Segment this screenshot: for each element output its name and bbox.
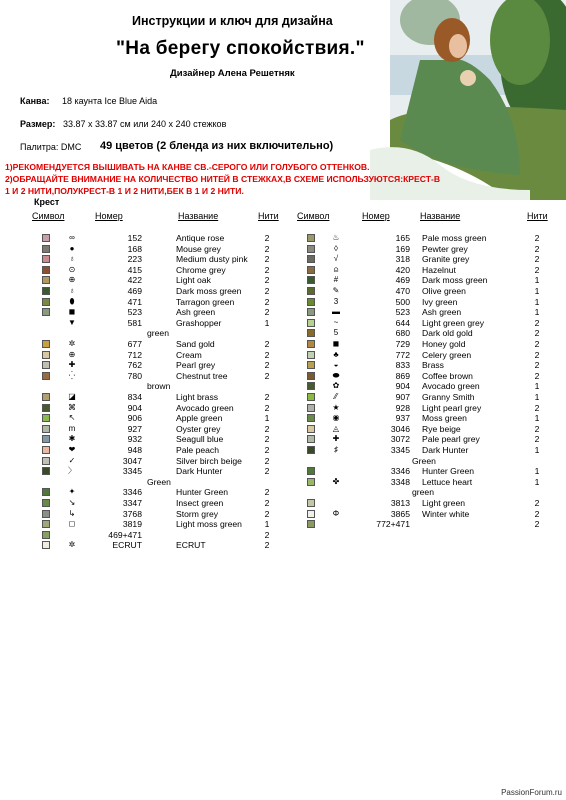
color-name: Granite grey — [422, 254, 470, 265]
dmc-number: 469 — [395, 275, 410, 286]
stitch-symbol: ↖ — [68, 413, 76, 423]
color-name: Insect green — [176, 498, 224, 508]
thread-count: 2 — [534, 254, 540, 265]
dmc-number: 223 — [127, 254, 142, 265]
color-name: Dark Hunter — [176, 466, 223, 477]
color-name: Honey gold — [422, 339, 466, 349]
color-name: Tarragon green — [176, 296, 235, 307]
dmc-number: 581 — [127, 317, 142, 328]
color-name: Coffee brown — [422, 370, 473, 381]
canvas-info — [20, 96, 158, 106]
thread-count: 2 — [264, 264, 270, 275]
col-number-left: Номер — [95, 211, 123, 221]
color-name: Light oak — [176, 275, 211, 286]
stitch-symbol: ♨ — [332, 233, 340, 242]
stitch-symbol: ◬ — [332, 423, 340, 433]
color-swatch — [307, 393, 315, 401]
stitch-symbol: ✿ — [332, 381, 340, 391]
dmc-number: 772 — [395, 349, 410, 360]
thread-count: 2 — [534, 243, 540, 254]
dmc-number: 906 — [127, 413, 142, 424]
thread-count: 2 — [264, 339, 270, 349]
color-swatch — [307, 276, 315, 284]
stitch-symbol: ✚ — [332, 434, 340, 444]
color-name: Dark Hunter — [422, 445, 469, 455]
stitch-symbol: ⁄⁄ — [334, 392, 338, 401]
dmc-number: 3813 — [390, 498, 410, 508]
stitch-symbol: ↘ — [68, 498, 76, 507]
thread-count: 2 — [534, 360, 540, 371]
stitch-symbol: √ — [333, 254, 339, 264]
color-name: Chestnut tree — [176, 370, 228, 381]
key-row — [0, 509, 566, 519]
key-row — [0, 445, 566, 455]
key-row — [0, 519, 566, 529]
color-swatch — [307, 245, 315, 253]
stitch-symbol: ▬ — [332, 307, 340, 317]
stitch-symbol: ▼ — [68, 317, 76, 327]
color-name: Pale moss green — [422, 233, 487, 243]
stitch-symbol: ⊕ — [68, 349, 76, 359]
color-name: Rye beige — [422, 423, 461, 434]
color-swatch — [307, 520, 315, 528]
size-label: Размер: — [20, 119, 56, 129]
stitch-symbol: ✓ — [68, 455, 76, 465]
thread-count: 2 — [534, 519, 540, 530]
stitch-symbol: 3 — [333, 296, 339, 306]
color-name-continued: green — [147, 328, 169, 339]
thread-count: 2 — [264, 455, 270, 466]
color-swatch — [307, 266, 315, 274]
thread-count: 2 — [264, 370, 270, 381]
stitch-symbol: ◼ — [332, 339, 340, 348]
color-name: Hazelnut — [422, 264, 456, 275]
stitch-symbol: ♁ — [69, 286, 75, 295]
thread-count: 2 — [264, 508, 270, 519]
color-name-continued: Green — [412, 455, 436, 466]
col-name-left: Название — [178, 211, 219, 221]
thread-count: 2 — [264, 243, 270, 254]
stitch-symbol: ∞ — [69, 233, 75, 242]
color-name: Oyster grey — [176, 423, 221, 434]
color-swatch — [42, 541, 50, 549]
color-name: Silver birch beige — [176, 455, 242, 466]
dmc-number: 762 — [127, 360, 142, 371]
color-name: Storm grey — [176, 508, 219, 519]
thread-count: 2 — [264, 275, 270, 286]
stitch-symbol: ✲ — [68, 339, 76, 348]
stitch-symbol: ◉ — [332, 413, 340, 423]
thread-count: 2 — [264, 434, 270, 445]
thread-count: 1 — [534, 381, 540, 392]
color-swatch — [307, 234, 315, 242]
dmc-number: 928 — [395, 402, 410, 413]
thread-count: 2 — [264, 349, 270, 360]
dmc-number: 165 — [395, 233, 410, 243]
dmc-number: 3046 — [390, 423, 410, 434]
color-name: Dark moss green — [422, 275, 488, 286]
key-row — [0, 403, 566, 413]
key-row — [0, 413, 566, 423]
key-row — [0, 254, 566, 264]
thread-count: 1 — [534, 445, 540, 455]
thread-count: 2 — [534, 264, 540, 275]
dmc-number: 415 — [127, 264, 142, 275]
thread-count: 2 — [534, 423, 540, 434]
stitch-symbol: ★ — [332, 402, 340, 412]
color-swatch — [307, 404, 315, 412]
thread-count: 2 — [534, 328, 540, 339]
dmc-number: 471 — [127, 296, 142, 307]
key-row — [0, 466, 566, 476]
thread-count: 2 — [264, 254, 270, 265]
color-swatch — [42, 531, 50, 539]
key-row — [0, 381, 566, 391]
color-swatch — [307, 499, 315, 507]
dmc-number: 3768 — [122, 508, 142, 519]
dmc-number: 3347 — [122, 498, 142, 508]
stitch-symbol: ◼ — [68, 307, 76, 317]
dmc-number: 3819 — [122, 519, 142, 530]
warning-1: 1)РЕКОМЕНДУЕТСЯ ВЫШИВАТЬ НА КАНВЕ СВ.-СЕРОГО ИЛИ ГОЛУБОГО ОТТЕНКОВ. — [5, 162, 370, 172]
thread-count: 2 — [534, 339, 540, 349]
dmc-number: 500 — [395, 296, 410, 307]
key-row — [0, 498, 566, 508]
thread-count: 2 — [534, 317, 540, 328]
dmc-number: 907 — [395, 392, 410, 402]
stitch-symbol: m — [68, 423, 76, 433]
thread-count: 2 — [264, 498, 270, 508]
color-name: Pale pearl grey — [422, 434, 480, 445]
stitch-symbol: # — [333, 275, 339, 285]
thread-count: 2 — [534, 434, 540, 445]
dmc-number: 523 — [395, 307, 410, 318]
stitch-symbol: ● — [69, 243, 75, 253]
col-symbol-left: Символ — [32, 211, 65, 221]
dmc-number: 680 — [395, 328, 410, 339]
color-swatch — [307, 298, 315, 306]
color-name: Grashopper — [176, 317, 222, 328]
color-name: Light green grey — [422, 317, 485, 328]
color-name: Granny Smith — [422, 392, 475, 402]
color-swatch — [307, 425, 315, 433]
thread-count: 2 — [264, 286, 270, 296]
thread-count: 1 — [534, 466, 540, 477]
canvas-value: 18 каунта Ice Blue Aida — [62, 96, 158, 106]
color-name: ECRUT — [176, 540, 206, 551]
dmc-number: 772+471 — [376, 519, 410, 530]
dmc-number: 869 — [395, 370, 410, 381]
dmc-number: 3346 — [390, 466, 410, 477]
stitch-symbol: ⬬ — [332, 370, 340, 380]
watermark: PassionForum.ru — [501, 788, 562, 797]
color-name: Light moss green — [176, 519, 242, 530]
size-info — [20, 119, 227, 129]
stitch-symbol: ◒ — [333, 360, 339, 370]
color-name: Antique rose — [176, 233, 225, 243]
color-swatch — [307, 478, 315, 486]
dmc-number: 834 — [127, 392, 142, 402]
color-name: Mouse grey — [176, 243, 221, 254]
key-row — [0, 339, 566, 349]
dmc-number: 927 — [127, 423, 142, 434]
stitch-symbol: ◻ — [68, 519, 76, 529]
color-swatch — [307, 308, 315, 316]
key-row — [0, 286, 566, 296]
colors-count: 49 цветов (2 бленда из них включительно) — [100, 140, 334, 152]
key-row — [0, 318, 566, 328]
thread-count: 2 — [264, 487, 270, 498]
dmc-number: 3348 — [390, 476, 410, 487]
stitch-symbol: ⬮ — [69, 296, 75, 306]
stitch-symbol: 5 — [333, 328, 339, 338]
stitch-symbol: ⁛ — [68, 370, 76, 380]
color-name-continued: brown — [147, 381, 171, 392]
dmc-number: 422 — [127, 275, 142, 286]
color-name: Seagull blue — [176, 434, 224, 445]
stitch-symbol: ♁ — [69, 254, 75, 264]
color-name: Winter white — [422, 508, 470, 519]
color-name: Chrome grey — [176, 264, 226, 275]
dmc-number: 469 — [127, 286, 142, 296]
dmc-number: 169 — [395, 243, 410, 254]
dmc-number: 677 — [127, 339, 142, 349]
color-name: Brass — [422, 360, 444, 371]
section-label: Крест — [34, 197, 60, 207]
thread-count: 1 — [264, 317, 270, 328]
stitch-symbol: Φ — [332, 508, 340, 518]
stitch-symbol: ✲ — [68, 540, 76, 550]
color-name-continued: green — [412, 487, 434, 498]
dmc-number: 780 — [127, 370, 142, 381]
color-swatch — [42, 457, 50, 465]
dmc-number: 932 — [127, 434, 142, 445]
color-swatch — [307, 414, 315, 422]
thread-count: 2 — [534, 370, 540, 381]
thread-count: 2 — [534, 402, 540, 413]
color-name: Light green — [422, 498, 466, 508]
color-name: Sand gold — [176, 339, 215, 349]
thread-count: 1 — [534, 392, 540, 402]
thread-count: 2 — [264, 360, 270, 371]
col-threads-left: Нити — [258, 211, 279, 221]
color-name: Ash green — [176, 307, 216, 318]
color-swatch — [307, 435, 315, 443]
key-row — [0, 233, 566, 243]
key-row — [0, 297, 566, 307]
stitch-symbol: ⊙ — [68, 264, 76, 274]
color-name: Hunter Green — [176, 487, 229, 498]
color-swatch — [307, 329, 315, 337]
key-row — [0, 530, 566, 540]
key-row — [0, 350, 566, 360]
stitch-symbol: ↳ — [68, 508, 76, 518]
col-symbol-right: Символ — [297, 211, 330, 221]
dmc-number: 948 — [127, 445, 142, 455]
dmc-number: 168 — [127, 243, 142, 254]
dmc-number: 470 — [395, 286, 410, 296]
stitch-symbol: ✎ — [332, 286, 340, 295]
dmc-number: 3345 — [390, 445, 410, 455]
stitch-symbol: ✱ — [68, 434, 76, 444]
design-name: "На берегу спокойствия." — [116, 38, 365, 59]
color-name: Cream — [176, 349, 202, 360]
color-swatch — [307, 287, 315, 295]
dmc-number: 318 — [395, 254, 410, 265]
color-name: Olive green — [422, 286, 466, 296]
stitch-symbol: ◪ — [68, 392, 76, 401]
color-name: Ash green — [422, 307, 462, 318]
key-row — [0, 371, 566, 381]
thread-count: 1 — [534, 296, 540, 307]
stitch-symbol: ✤ — [332, 476, 340, 486]
color-name: Pale peach — [176, 445, 220, 455]
color-name: Avocado green — [176, 402, 234, 413]
thread-count: 2 — [534, 508, 540, 519]
color-swatch — [307, 361, 315, 369]
dmc-number: 729 — [395, 339, 410, 349]
dmc-number: 3865 — [390, 508, 410, 519]
key-row — [0, 244, 566, 254]
thread-count: 2 — [264, 307, 270, 318]
warnings — [5, 161, 445, 197]
key-row — [0, 424, 566, 434]
palette-label: Палитра: — [20, 142, 59, 152]
color-name: Dark old gold — [422, 328, 473, 339]
dmc-number: 469+471 — [108, 529, 142, 540]
thread-count: 1 — [534, 413, 540, 424]
dmc-number: 904 — [395, 381, 410, 392]
thread-count: 2 — [264, 540, 270, 551]
color-swatch — [307, 319, 315, 327]
color-swatch — [307, 382, 315, 390]
key-row — [0, 434, 566, 444]
stitch-symbol: ~ — [333, 317, 339, 327]
stitch-symbol: ✦ — [68, 487, 76, 497]
dmc-number: 712 — [127, 349, 142, 360]
thread-count: 2 — [264, 233, 270, 243]
stitch-symbol: ⍝ — [333, 264, 339, 274]
col-name-right: Название — [420, 211, 461, 221]
thread-count: 2 — [534, 498, 540, 508]
key-row — [0, 275, 566, 285]
dmc-number: 3346 — [122, 487, 142, 498]
thread-count: 2 — [264, 423, 270, 434]
thread-count: 2 — [264, 445, 270, 455]
thread-count: 2 — [264, 402, 270, 413]
document-title: Инструкции и ключ для дизайна — [132, 14, 333, 28]
color-swatch — [42, 488, 50, 496]
color-name: Avocado green — [422, 381, 480, 392]
key-row — [0, 487, 566, 497]
dmc-number: 3072 — [390, 434, 410, 445]
dmc-number: ECRUT — [112, 540, 142, 551]
color-name: Dark moss green — [176, 286, 242, 296]
thread-count: 2 — [264, 529, 270, 540]
palette-value: DMC — [60, 142, 82, 152]
color-name: Pewter grey — [422, 243, 468, 254]
canvas-label: Канва: — [20, 96, 50, 106]
color-name: Apple green — [176, 413, 223, 424]
dmc-number: 3047 — [122, 455, 142, 466]
color-name: Light brass — [176, 392, 219, 402]
dmc-number: 644 — [395, 317, 410, 328]
col-number-right: Номер — [362, 211, 390, 221]
color-swatch — [307, 340, 315, 348]
stitch-symbol: ❤ — [68, 445, 76, 454]
stitch-symbol: ⌘ — [68, 402, 76, 412]
stitch-symbol: ✚ — [68, 360, 76, 370]
key-row — [0, 265, 566, 275]
thread-count: 1 — [264, 413, 270, 424]
size-value: 33.87 x 33.87 см или 240 x 240 стежков — [63, 119, 227, 129]
thread-count: 2 — [264, 392, 270, 402]
stitch-symbol: ◊ — [334, 243, 338, 253]
stitch-symbol: 〉 — [68, 466, 76, 476]
color-swatch — [307, 510, 315, 518]
color-name: Ivy green — [422, 296, 458, 307]
color-swatch — [307, 372, 315, 380]
key-row — [0, 477, 566, 487]
dmc-number: 152 — [127, 233, 142, 243]
thread-count: 1 — [264, 519, 270, 530]
palette-info — [20, 142, 81, 152]
dmc-number: 420 — [395, 264, 410, 275]
color-name: Medium dusty pink — [176, 254, 248, 265]
key-row — [0, 540, 566, 550]
color-name: Moss green — [422, 413, 467, 424]
color-swatch — [307, 255, 315, 263]
color-swatch — [307, 446, 315, 454]
thread-count: 1 — [534, 286, 540, 296]
thread-count: 2 — [264, 466, 270, 477]
thread-count: 2 — [534, 233, 540, 243]
thread-count: 2 — [534, 349, 540, 360]
thread-count: 1 — [534, 307, 540, 318]
color-name: Lettuce heart — [422, 476, 473, 487]
dmc-number: 937 — [395, 413, 410, 424]
color-name: Hunter Green — [422, 466, 475, 477]
key-row — [0, 307, 566, 317]
thread-count: 1 — [534, 476, 540, 487]
designer-credit: Дизайнер Алена Решетняк — [170, 68, 295, 79]
key-row — [0, 456, 566, 466]
dmc-number: 3345 — [122, 466, 142, 477]
col-threads-right: Нити — [527, 211, 548, 221]
color-swatch — [307, 467, 315, 475]
dmc-number: 833 — [395, 360, 410, 371]
color-name: Light pearl grey — [422, 402, 482, 413]
color-name-continued: Green — [147, 476, 171, 487]
dmc-number: 523 — [127, 307, 142, 318]
key-row — [0, 360, 566, 370]
warning-2: 2)ОБРАЩАЙТЕ ВНИМАНИЕ НА КОЛИЧЕСТВО НИТЕЙ В СТЕЖКАХ,В СХЕМЕ ИСПОЛЬЗУЮТСЯ:КРЕСТ-В 1 И 2 НИТИ,ПОЛУКРЕСТ-В 1 И 2 НИТИ,БЕК В 1 И 2 НИТИ. — [5, 174, 441, 196]
thread-count: 2 — [264, 296, 270, 307]
key-row — [0, 392, 566, 402]
color-name: Celery green — [422, 349, 472, 360]
stitch-symbol: ♣ — [333, 349, 339, 359]
stitch-symbol: ♯ — [334, 445, 338, 454]
color-swatch — [307, 351, 315, 359]
color-name: Pearl grey — [176, 360, 216, 371]
stitch-symbol: ⊕ — [68, 275, 76, 285]
thread-count: 1 — [534, 275, 540, 286]
key-row — [0, 328, 566, 338]
dmc-number: 904 — [127, 402, 142, 413]
